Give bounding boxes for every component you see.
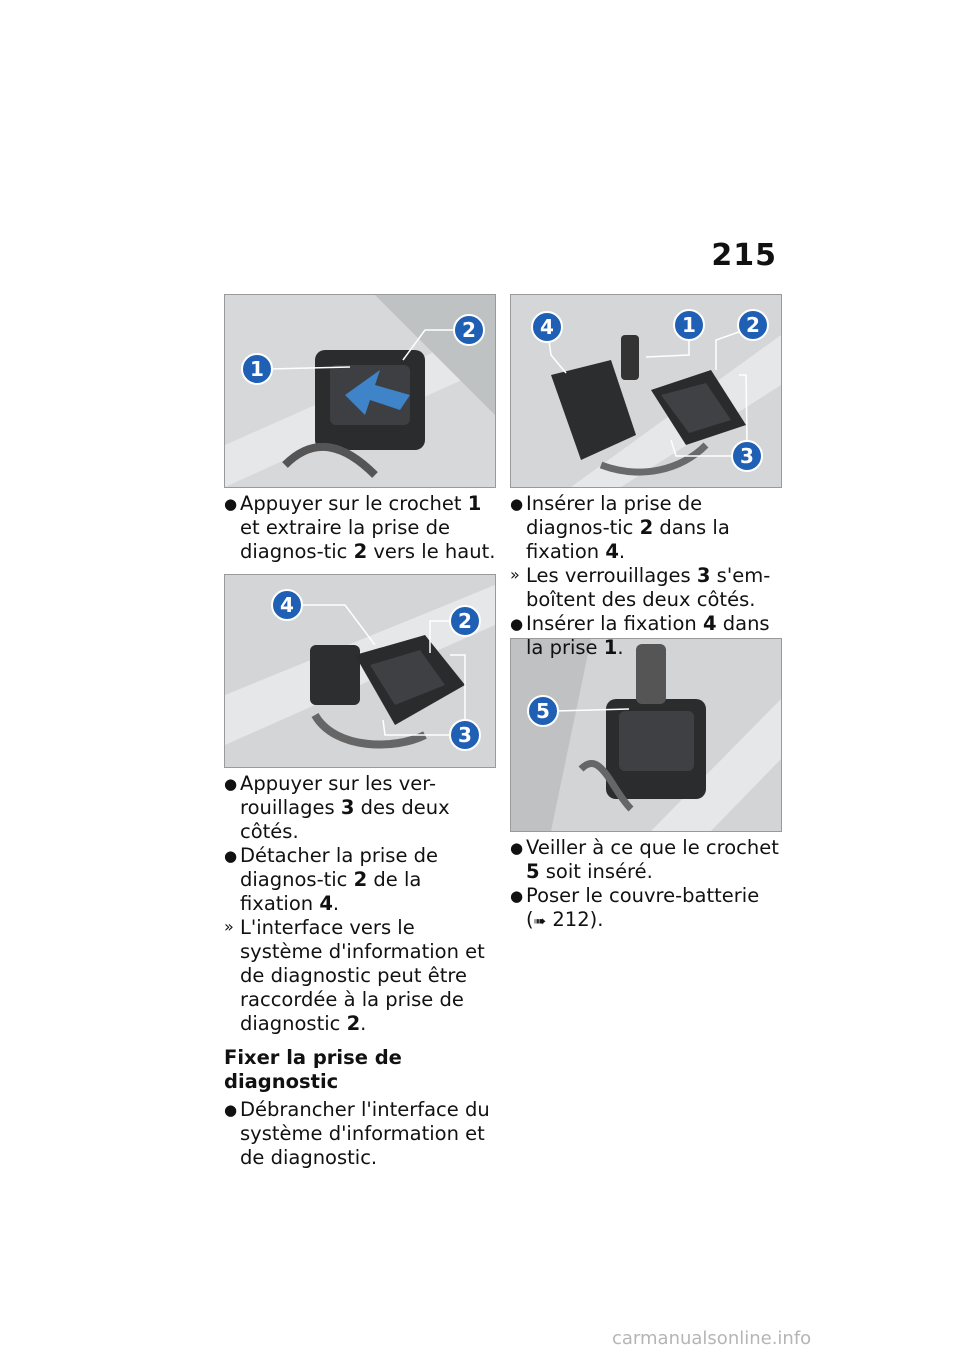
callout-label: 4 <box>280 593 294 617</box>
callout-label: 4 <box>540 315 554 339</box>
list-item: ● Insérer la fixation 4 dans la prise 1. <box>510 612 770 659</box>
callout-2-badge <box>450 606 480 636</box>
instruction-block-1 <box>224 492 496 564</box>
page-reference[interactable]: 212 <box>552 908 590 931</box>
callout-label: 2 <box>458 609 472 633</box>
list-item: ● Appuyer sur le crochet 1 et extraire la prise de diagnos-tic 2 vers le haut. <box>224 492 496 563</box>
callout-label: 3 <box>458 723 472 747</box>
bullet-icon: ● <box>510 615 524 633</box>
list-item: ● Insérer la prise de diagnos-tic 2 dans la fixation 4. <box>510 492 730 563</box>
photo-1 <box>224 294 496 488</box>
photo-4 <box>510 638 782 832</box>
callout-4-badge <box>272 590 302 620</box>
callout-1-badge <box>674 310 704 340</box>
bullet-icon: ● <box>224 495 238 513</box>
callout-label: 3 <box>740 444 754 468</box>
bullet-icon: ● <box>224 847 238 865</box>
list-item-result: » L'interface vers le système d'information et de diagnostic peut être raccordée à la prise de diagnostic 2. <box>224 916 485 1035</box>
instruction-block-2 <box>224 772 496 1170</box>
callout-label: 1 <box>682 313 696 337</box>
callout-5-badge <box>528 696 558 726</box>
list-item: ● Appuyer sur les ver-rouillages 3 des deux côtés. <box>224 772 450 843</box>
watermark: carmanualsonline.info <box>612 1328 812 1349</box>
list-item: ● Détacher la prise de diagnos-tic 2 de la fixation 4. <box>224 844 439 915</box>
photo-3 <box>510 294 782 488</box>
callout-3-badge <box>732 441 762 471</box>
callout-label: 2 <box>462 318 476 342</box>
bullet-icon: ● <box>510 839 524 857</box>
list-item: ● Veiller à ce que le crochet 5 soit inséré. <box>510 836 779 883</box>
photo-2 <box>224 574 496 768</box>
bullet-icon: ● <box>510 495 524 513</box>
instruction-block-3 <box>510 492 782 660</box>
callout-label: 2 <box>746 313 760 337</box>
bullet-icon: ● <box>510 887 524 905</box>
result-icon: » <box>224 917 234 936</box>
callout-1-badge <box>242 354 272 384</box>
list-item-result: » Les verrouillages 3 s'em-boîtent des deux côtés. <box>510 564 771 611</box>
callout-2-badge <box>454 315 484 345</box>
callout-label: 5 <box>536 699 550 723</box>
bullet-icon: ● <box>224 1101 238 1119</box>
callout-3-badge <box>450 720 480 750</box>
instruction-block-4 <box>510 836 782 933</box>
callout-4-badge <box>532 312 562 342</box>
page-reference-arrow-icon: ➠ <box>533 912 547 930</box>
callout-label: 1 <box>250 357 264 381</box>
callout-2-badge <box>738 310 768 340</box>
section-heading: Fixer la prise de diagnostic <box>224 1046 402 1093</box>
bullet-icon: ● <box>224 775 238 793</box>
list-item: ● Débrancher l'interface du système d'information et de diagnostic. <box>224 1098 490 1169</box>
result-icon: » <box>510 565 520 584</box>
page-number: 215 <box>711 238 777 273</box>
list-item: ● Poser le couvre-batterie (➠ 212). <box>510 884 760 931</box>
